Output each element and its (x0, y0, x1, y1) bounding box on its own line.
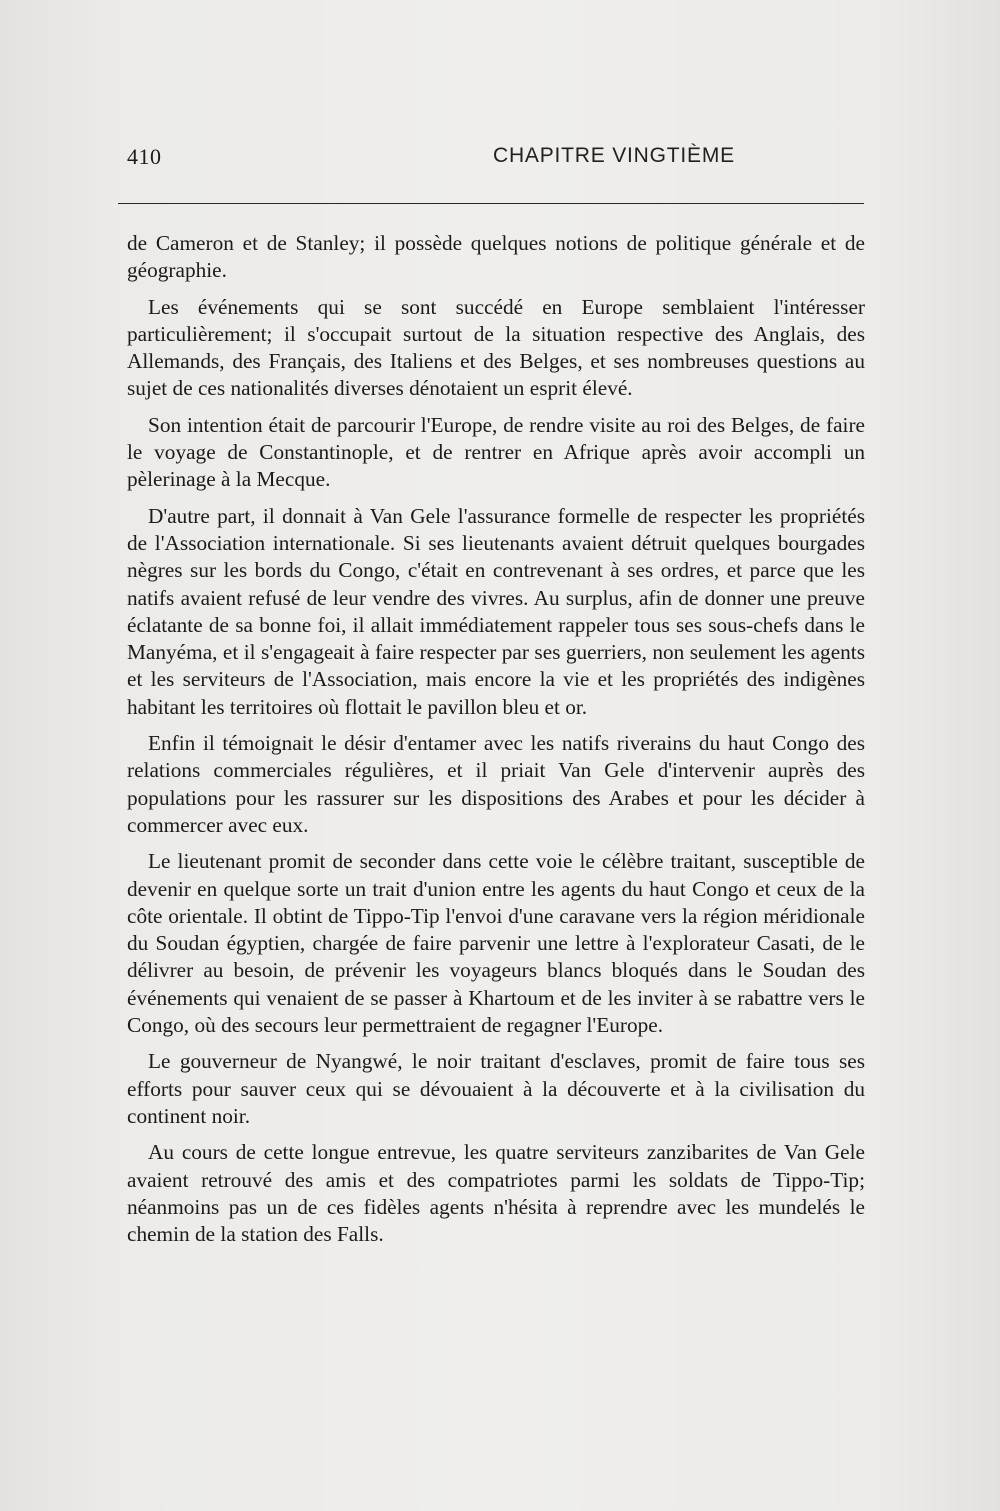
paragraph: Le gouverneur de Nyangwé, le noir traitant d'esclaves, promit de faire tous ses efforts pour sauver ceux qui se dévouaient à la découverte et à la civilisation du continent noir. (127, 1049, 865, 1128)
paragraph: de Cameron et de Stanley; il possède quelques notions de politique générale et de géographie. (127, 231, 865, 283)
paragraph: Enfin il témoignait le désir d'entamer avec les natifs riverains du haut Congo des relations commerciales régulières, et il priait Van Gele d'intervenir auprès des populations pour les rassurer sur les dispositions des Arabes et pour les décider à commercer avec eux. (127, 731, 865, 837)
paragraph: Les événements qui se sont succédé en Europe semblaient l'intéresser particulièrement; il s'occupait surtout de la situation respective des Anglais, des Allemands, des Français, des Italiens et des Belges, et ses nombreuses questions au sujet de ces nationalités diverses dénotaient un esprit élevé. (127, 294, 865, 401)
header-rule (118, 203, 864, 204)
body-text (127, 230, 865, 1257)
paragraph: Le lieutenant promit de seconder dans cette voie le célèbre traitant, susceptible de devenir en quelque sorte un trait d'union entre les agents du haut Congo et ceux de la côte orientale. Il obtint de Tippo-Tip l'envoi d'une caravane vers la région méridionale du Soudan égyptien, chargée de faire parvenir une lettre à l'explorateur Casati, de le délivrer au besoin, de prévenir les voyageurs blancs bloqués dans le Soudan des événements qui venaient de se passer à Khartoum et de les inviter à se rabattre vers le Congo, où des secours leur permettraient de regagner l'Europe. (127, 849, 865, 1038)
running-head (127, 140, 865, 176)
paragraph: Au cours de cette longue entrevue, les quatre serviteurs zanzibarites de Van Gele avaient retrouvé des amis et des compatriotes parmi les soldats de Tippo-Tip; néanmoins pas un de ces fidèles agents n'hésita à reprendre avec les mundelés le chemin de la station des Falls. (127, 1140, 865, 1247)
chapter-title: CHAPITRE VINGTIÈME (493, 144, 735, 167)
paragraph: D'autre part, il donnait à Van Gele l'assurance formelle de respecter les propriétés de l'Association internationale. Si ses lieutenants avaient détruit quelques bourgades nègres sur les bords du Congo, c'était en contrevenant à ses ordres, et parce que les natifs avaient refusé de leur vendre des vivres. Au surplus, afin de donner une preuve éclatante de sa bonne foi, il allait immédiatement rappeler tous ses sous-chefs dans le Manyéma, et il s'engageait à faire respecter par ses guerriers, non seulement les agents et les serviteurs de l'Association, mais encore la vie et les propriétés des indigènes habitant les territoires où flottait le pavillon bleu et or. (127, 503, 865, 719)
paragraph: Son intention était de parcourir l'Europe, de rendre visite au roi des Belges, de faire le voyage de Constantinople, et de rentrer en Afrique après avoir accompli un pèlerinage à la Mecque. (127, 412, 865, 492)
page-number: 410 (127, 144, 162, 169)
